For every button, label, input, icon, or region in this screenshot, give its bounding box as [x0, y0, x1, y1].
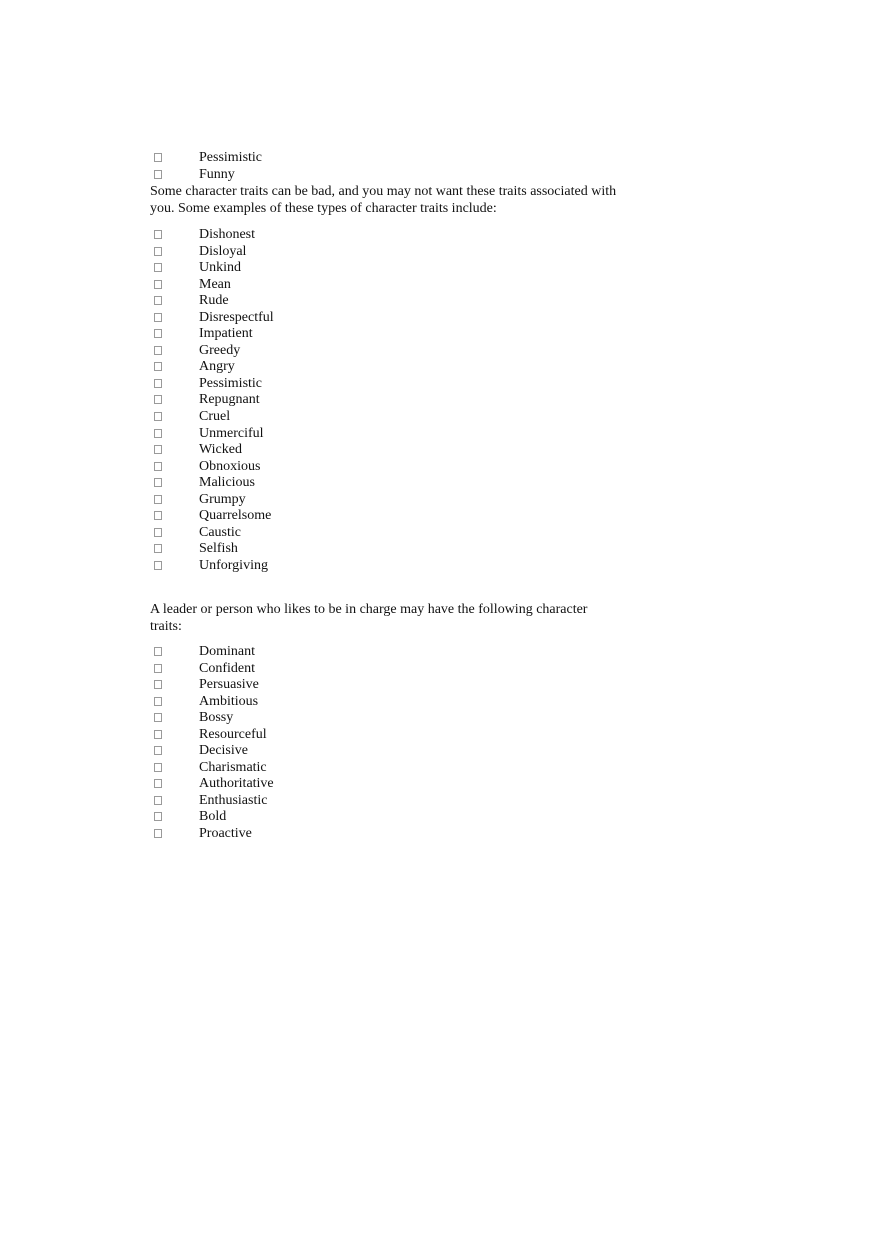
list-item	[150, 167, 620, 184]
list-item-label: Disloyal	[199, 243, 247, 259]
checkbox-bullet-icon	[154, 462, 162, 471]
checkbox-bullet-icon	[154, 697, 162, 706]
list-item	[150, 793, 620, 810]
checkbox-bullet-icon	[154, 263, 162, 272]
checkbox-bullet-icon	[154, 829, 162, 838]
checkbox-bullet-icon	[154, 495, 162, 504]
checkbox-bullet-icon	[154, 412, 162, 421]
list-item	[150, 809, 620, 826]
checkbox-bullet-icon	[154, 362, 162, 371]
checkbox-bullet-icon	[154, 346, 162, 355]
list-item-label: Cruel	[199, 409, 231, 425]
list-item	[150, 459, 620, 476]
list-item-label: Funny	[199, 166, 235, 182]
bad-trait-list	[150, 227, 620, 574]
list-item-label: Wicked	[199, 442, 242, 458]
list-item	[150, 442, 620, 459]
list-item-label: Dishonest	[199, 227, 255, 242]
list-item-label: Confident	[199, 660, 255, 676]
list-item	[150, 694, 620, 711]
list-item-label: Pessimistic	[199, 375, 263, 391]
list-item-label: Persuasive	[199, 677, 259, 693]
list-item-label: Unforgiving	[199, 557, 268, 573]
list-item-label: Angry	[199, 359, 235, 375]
list-item-label: Obnoxious	[199, 458, 261, 474]
list-item	[150, 541, 620, 558]
checkbox-bullet-icon	[154, 664, 162, 673]
leader-traits-intro: A leader or person who likes to be in charge may have the following character traits:	[150, 602, 588, 634]
list-item-label: Greedy	[199, 342, 241, 358]
checkbox-bullet-icon	[154, 280, 162, 289]
list-item-label: Rude	[199, 293, 229, 309]
list-item	[150, 426, 620, 443]
list-item	[150, 227, 620, 244]
bad-traits-intro-block	[150, 184, 620, 217]
checkbox-bullet-icon	[154, 170, 162, 179]
checkbox-bullet-icon	[154, 511, 162, 520]
list-item	[150, 150, 620, 167]
list-item-label: Quarrelsome	[199, 508, 272, 524]
list-item	[150, 359, 620, 376]
checkbox-bullet-icon	[154, 296, 162, 305]
list-item-label: Disrespectful	[199, 309, 274, 325]
list-item-label: Malicious	[199, 475, 255, 491]
list-item	[150, 743, 620, 760]
leader-traits-intro-block	[150, 602, 620, 635]
list-item	[150, 293, 620, 310]
list-item	[150, 760, 620, 777]
checkbox-bullet-icon	[154, 445, 162, 454]
list-item	[150, 826, 620, 843]
list-item-label: Charismatic	[199, 759, 267, 775]
list-item-label: Grumpy	[199, 491, 246, 507]
list-item-label: Pessimistic	[199, 150, 263, 165]
checkbox-bullet-icon	[154, 746, 162, 755]
checkbox-bullet-icon	[154, 779, 162, 788]
checkbox-bullet-icon	[154, 395, 162, 404]
checkbox-bullet-icon	[154, 153, 162, 162]
list-item	[150, 644, 620, 661]
list-item	[150, 475, 620, 492]
list-item	[150, 260, 620, 277]
list-item-label: Enthusiastic	[199, 792, 268, 808]
list-item	[150, 277, 620, 294]
checkbox-bullet-icon	[154, 812, 162, 821]
checkbox-bullet-icon	[154, 763, 162, 772]
list-item-label: Caustic	[199, 524, 241, 540]
list-item-label: Ambitious	[199, 693, 259, 709]
list-item-label: Unmerciful	[199, 425, 264, 441]
checkbox-bullet-icon	[154, 544, 162, 553]
list-item	[150, 409, 620, 426]
bad-traits-intro: Some character traits can be bad, and you may not want these traits associated with you. Some examples of these types of character traits include:	[150, 184, 617, 216]
list-item	[150, 558, 620, 575]
list-item-label: Mean	[199, 276, 231, 292]
list-item	[150, 677, 620, 694]
list-item	[150, 710, 620, 727]
checkbox-bullet-icon	[154, 247, 162, 256]
list-item-label: Decisive	[199, 743, 248, 759]
checkbox-bullet-icon	[154, 329, 162, 338]
checkbox-bullet-icon	[154, 796, 162, 805]
checkbox-bullet-icon	[154, 528, 162, 537]
list-item-label: Selfish	[199, 541, 238, 557]
list-item-label: Impatient	[199, 326, 253, 342]
checkbox-bullet-icon	[154, 561, 162, 570]
checkbox-bullet-icon	[154, 647, 162, 656]
list-item	[150, 727, 620, 744]
list-item-label: Proactive	[199, 826, 252, 842]
list-item-label: Authoritative	[199, 776, 274, 792]
checkbox-bullet-icon	[154, 680, 162, 689]
list-item	[150, 310, 620, 327]
list-item	[150, 376, 620, 393]
leader-trait-list	[150, 644, 620, 843]
list-item	[150, 525, 620, 542]
list-item-label: Unkind	[199, 260, 241, 276]
list-item	[150, 326, 620, 343]
checkbox-bullet-icon	[154, 313, 162, 322]
list-item-label: Bold	[199, 809, 227, 825]
checkbox-bullet-icon	[154, 379, 162, 388]
list-item	[150, 661, 620, 678]
checkbox-bullet-icon	[154, 230, 162, 239]
leader-trait-list-block	[150, 644, 620, 843]
bad-trait-list-block	[150, 227, 620, 574]
list-item-label: Resourceful	[199, 726, 267, 742]
list-item	[150, 392, 620, 409]
top-trait-list-block	[150, 150, 620, 183]
list-item	[150, 508, 620, 525]
list-item-label: Dominant	[199, 644, 255, 659]
checkbox-bullet-icon	[154, 429, 162, 438]
list-item	[150, 492, 620, 509]
list-item-label: Repugnant	[199, 392, 260, 408]
checkbox-bullet-icon	[154, 713, 162, 722]
list-item	[150, 244, 620, 261]
list-item	[150, 343, 620, 360]
top-trait-list	[150, 150, 620, 183]
list-item	[150, 776, 620, 793]
checkbox-bullet-icon	[154, 730, 162, 739]
list-item-label: Bossy	[199, 710, 234, 726]
checkbox-bullet-icon	[154, 478, 162, 487]
